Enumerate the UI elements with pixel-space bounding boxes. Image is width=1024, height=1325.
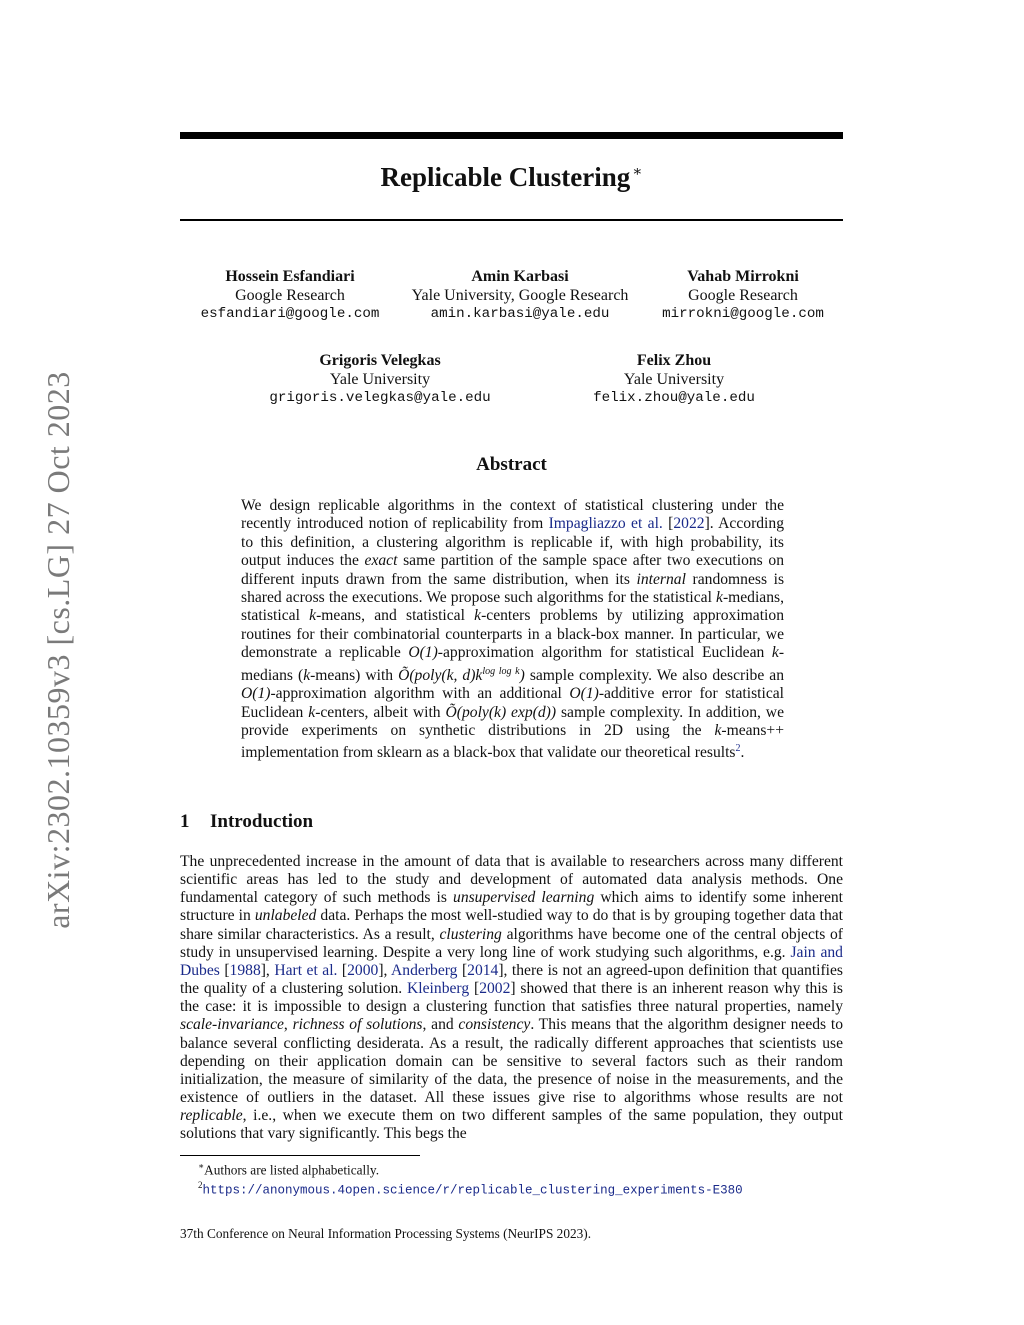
- citation-link[interactable]: Kleinberg: [407, 980, 470, 998]
- emphasis: consistency: [458, 1016, 531, 1034]
- author-email[interactable]: esfandiari@google.com: [200, 306, 380, 322]
- footnote-mark: 2: [198, 1180, 203, 1190]
- citation-year-link[interactable]: 2002: [479, 980, 511, 998]
- author-name: Felix Zhou: [636, 352, 712, 369]
- citation-year-link[interactable]: 2022: [673, 515, 705, 533]
- author-name: Hossein Esfandiari: [225, 268, 355, 285]
- emphasis: exact: [364, 552, 398, 570]
- author-affiliation: Google Research: [235, 287, 345, 304]
- math-expression: Õ(poly(k, d)k: [398, 666, 483, 684]
- paper-title: [180, 162, 843, 193]
- author-name: Vahab Mirrokni: [687, 268, 799, 285]
- conference-footer: 37th Conference on Neural Information Processing Systems (NeurIPS 2023).: [180, 1226, 592, 1241]
- author-email[interactable]: amin.karbasi@yale.edu: [430, 306, 610, 322]
- author-block: [643, 267, 843, 324]
- author-block: [400, 267, 640, 324]
- section-heading: [180, 811, 313, 833]
- title-text: Replicable Clustering: [380, 162, 631, 192]
- citation-link[interactable]: Jain and Dubes: [180, 943, 843, 979]
- footnote: [198, 1177, 743, 1198]
- author-affiliation: Yale University, Google Research: [411, 287, 629, 304]
- arxiv-identifier: arXiv:2302.10359v3 [cs.LG] 27 Oct 2023: [40, 371, 76, 929]
- math-expression: Õ(poly(k) exp(d)): [445, 703, 557, 721]
- footnote-url-link[interactable]: https://anonymous.4open.science/r/replicable_clustering_experiments-E380: [202, 1183, 743, 1198]
- footnote-mark: ∗: [198, 1161, 205, 1171]
- author-block: [260, 351, 500, 408]
- author-email[interactable]: felix.zhou@yale.edu: [593, 390, 755, 406]
- author-email[interactable]: mirrokni@google.com: [662, 306, 824, 322]
- citation-link[interactable]: Hart et al.: [274, 961, 338, 979]
- section-number: 1: [180, 811, 190, 832]
- emphasis: scale-invariance: [180, 1016, 284, 1034]
- emphasis: internal: [636, 570, 686, 588]
- emphasis: richness of solutions: [292, 1016, 423, 1034]
- footnote-text: Authors are listed alphabetically.: [204, 1162, 380, 1178]
- citation-link[interactable]: Anderberg: [391, 961, 458, 979]
- author-block: [190, 267, 390, 324]
- title-top-rule: [180, 132, 843, 139]
- author-name: Amin Karbasi: [471, 268, 569, 285]
- emphasis: clustering: [439, 925, 502, 943]
- introduction-body: The unprecedented increase in the amount of data that is available to researchers across many different scientific areas has led to the study and development of automated data analysis methods. One fundamental category of such methods is unsupervised learning which aims to identify some inherent structure in unlabeled data. Perhaps the most well-studied way to do that is by grouping together data that share similar characteristics. As a result, clustering algorithms have become one of the central objects of study in unsupervised learning. Despite a very long line of work studying such algorithms, e.g. Jain and Dubes [1988], Hart et al. [2000], Anderberg [2014], there is not an agreed-upon definition that quantifies the quality of a clustering solution. Kleinberg [2002] showed that there is an inherent reason why this is the case: it is impossible to design a clustering function that satisfies three natural properties, namely scale-invariance, richness of solutions, and consistency. This means that the algorithm designer needs to balance several conflicting desiderata. As a result, the radically different approaches that scientists use depending on their application domain can be sensitive to several factors such as their random initialization, the measure of similarity of the data, the presence of noise in the measurements, and the existence of outliers in the dataset. All these issues give rise to algorithms whose results are not replicable, i.e., when we execute them on two different samples of the same population, they output solutions that vary significantly. This begs the: [180, 853, 844, 1143]
- author-affiliation: Yale University: [329, 371, 431, 388]
- emphasis: replicable: [180, 1107, 243, 1125]
- author-affiliation: Yale University: [623, 371, 725, 388]
- author-affiliation: Google Research: [688, 287, 798, 304]
- title-bottom-rule: [180, 219, 843, 221]
- abstract-body: We design replicable algorithms in the context of statistical clustering under the recently introduced notion of replicability from Impagliazzo et al. [2022]. According to this definition, a clustering algorithm is replicable if, with high probability, its output induces the exact same partition of the sample space after two executions on different inputs drawn from the same distribution, when its internal randomness is shared across the executions. We propose such algorithms for the statistical k-medians, statistical k-means, and statistical k-centers problems by utilizing approximation routines for their combinatorial counterparts in a black-box manner. In particular, we demonstrate a replicable O(1)-approximation algorithm for statistical Euclidean k-medians (k-means) with Õ(poly(k, $d)k^{log log k}$) sample complexity. We also describe an O(1)-approximation algorithm with an additional O(1)-additive error for statistical Euclidean k-centers, albeit with Õ(poly(k) exp(d)) sample complexity. In addition, we provide experiments on synthetic distributions in 2D using the k-means++ implementation from sklearn as a black-box that validate our theoretical results$^2$.: [241, 497, 785, 762]
- author-name: Grigoris Velegkas: [319, 352, 441, 369]
- footnote: [198, 1158, 379, 1178]
- abstract-heading: Abstract: [476, 454, 547, 475]
- emphasis: unlabeled: [254, 907, 317, 925]
- citation-year-link[interactable]: 2014: [467, 961, 499, 979]
- title-footnote-mark: ∗: [632, 164, 643, 180]
- citation-year-link[interactable]: 1988: [229, 961, 261, 979]
- footnote-rule: [180, 1155, 420, 1156]
- citation-link[interactable]: Impagliazzo et al.: [548, 515, 663, 533]
- section-title: Introduction: [210, 811, 314, 832]
- citation-year-link[interactable]: 2000: [347, 961, 379, 979]
- author-block: [574, 351, 774, 408]
- emphasis: unsupervised learning: [453, 889, 595, 907]
- footnote-link[interactable]: 2: [735, 743, 741, 755]
- author-email[interactable]: grigoris.velegkas@yale.edu: [269, 390, 491, 406]
